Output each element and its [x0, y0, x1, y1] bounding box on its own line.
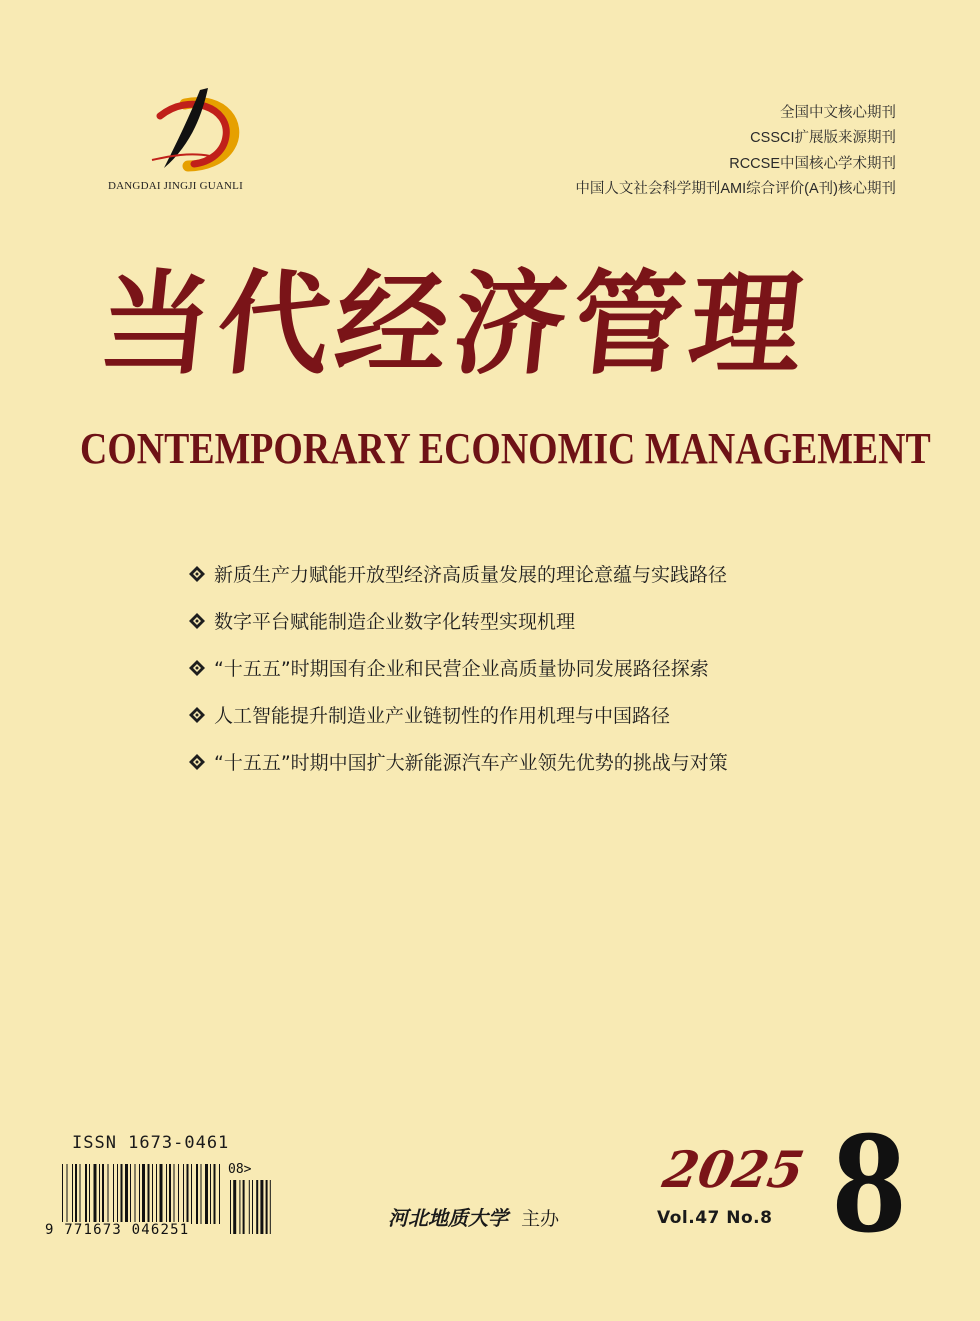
barcode-addon: 08>	[228, 1162, 252, 1177]
diamond-bullet-icon	[186, 657, 208, 679]
diamond-bullet-icon	[186, 610, 208, 632]
article-item	[186, 691, 728, 738]
article-title: 人工智能提升制造业产业链韧性的作用机理与中国路径	[214, 705, 671, 727]
article-title: 新质生产力赋能开放型经济高质量发展的理论意蕴与实践路径	[214, 564, 728, 586]
logo-mark-icon	[130, 86, 250, 178]
article-item	[186, 644, 728, 691]
indexing-line: 中国人文社会科学期刊AMI综合评价(A刊)核心期刊	[575, 180, 896, 197]
featured-articles	[186, 550, 728, 785]
article-title: “十五五”时期中国扩大新能源汽车产业领先优势的挑战与对策	[214, 752, 728, 774]
barcode-digits: 9 771673 046251	[45, 1222, 190, 1238]
diamond-bullet-icon	[186, 704, 208, 726]
publication-year: 2025	[658, 1140, 809, 1199]
article-item	[186, 550, 728, 597]
sponsor	[388, 1202, 559, 1231]
indexing-line: 全国中文核心期刊	[780, 105, 896, 121]
article-title: 数字平台赋能制造企业数字化转型实现机理	[214, 611, 576, 633]
issue-number: 8	[832, 1100, 906, 1264]
diamond-bullet-icon	[186, 563, 208, 585]
journal-title-english: CONTEMPORARY ECONOMIC MANAGEMENT	[80, 424, 931, 473]
issn-label: ISSN 1673-0461	[72, 1133, 230, 1153]
sponsor-role: 主办	[521, 1208, 560, 1230]
volume-issue: Vol.47 No.8	[657, 1208, 773, 1228]
indexing-line: CSSCI扩展版来源期刊	[750, 130, 896, 147]
sponsor-name: 河北地质大学	[388, 1206, 508, 1230]
journal-logo	[108, 86, 268, 196]
indexing-list	[575, 101, 896, 202]
article-item	[186, 738, 728, 785]
article-title: “十五五”时期国有企业和民营企业高质量协同发展路径探索	[214, 658, 709, 680]
indexing-line: RCCSE中国核心学术期刊	[729, 155, 896, 172]
journal-title-chinese: 当代经济管理	[93, 259, 815, 390]
diamond-bullet-icon	[186, 751, 208, 773]
article-item	[186, 597, 728, 644]
logo-caption: DANGDAI JINGJI GUANLI	[108, 180, 243, 192]
